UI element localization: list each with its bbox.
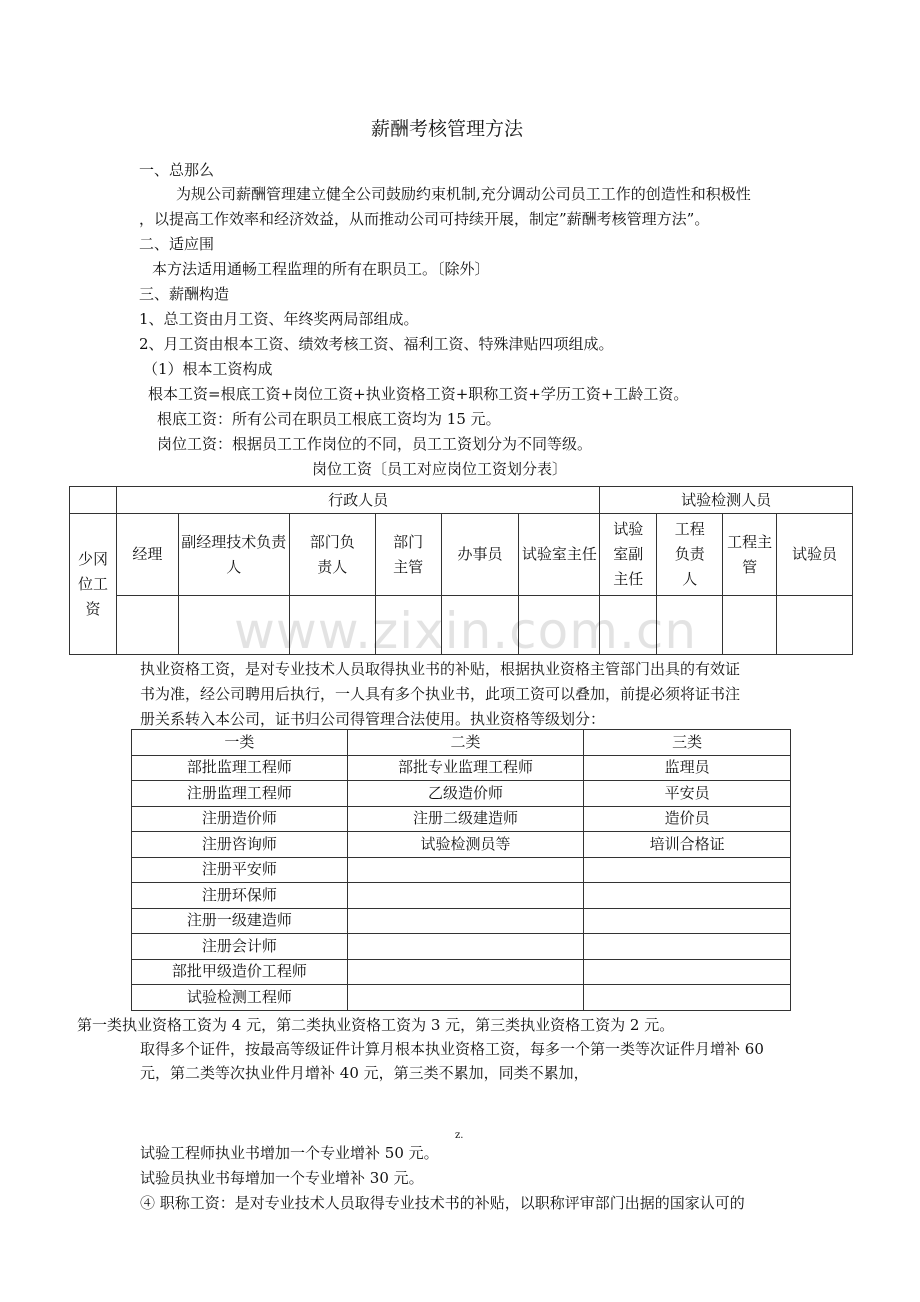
section-1-heading: 一、总那么	[139, 161, 215, 179]
qualification-paragraph-line-1: 执业资格工资，是对专业技术人员取得执业书的补贴，根据执业资格主管部门出具的有效证	[140, 660, 741, 678]
table-cell: 部批监理工程师	[132, 755, 348, 781]
col-dept-head-text: 部门负责人	[309, 532, 355, 576]
table-cell	[347, 985, 584, 1011]
col-lab-director	[519, 514, 600, 596]
table-row	[132, 806, 791, 832]
table-cell: 注册监理工程师	[132, 781, 348, 807]
table-row	[132, 985, 791, 1011]
col-deputy-manager	[178, 514, 289, 596]
header-class-1: 一类	[132, 730, 348, 756]
title-salary-text: ④ 职称工资：是对专业技术人员取得专业技术书的补贴，以职称评审部门出据的国家认可的	[140, 1194, 745, 1212]
table-row	[132, 934, 791, 960]
table-cell: 注册咨询师	[132, 832, 348, 858]
row-label-text: 少冈位工资	[77, 549, 108, 618]
table-cell: 注册会计师	[132, 934, 348, 960]
col-deputy-manager-text: 副经理技术负责人	[181, 532, 287, 576]
col-clerk: 办事员	[441, 514, 519, 596]
table-row	[132, 857, 791, 883]
table-1-cell	[116, 596, 178, 655]
col-eng-head	[657, 514, 723, 596]
table-cell: 试验检测工程师	[132, 985, 348, 1011]
table-cell: 培训合格证	[584, 832, 791, 858]
salary-formula: 根本工资=根底工资+岗位工资+执业资格工资+职称工资+学历工资+工龄工资。	[148, 385, 689, 403]
table-1-cell	[777, 596, 853, 655]
table-cell: 部批专业监理工程师	[347, 755, 584, 781]
qualification-level-table	[131, 729, 791, 1011]
row-label-post-salary	[70, 514, 117, 655]
group-test-header: 试验检测人员	[600, 487, 853, 514]
col-manager: 经理	[116, 514, 178, 596]
post-salary-text: 岗位工资：根据员工工作岗位的不同，员工工资划分为不同等级。	[157, 435, 593, 453]
table-cell	[347, 934, 584, 960]
table-1-corner-cell	[70, 487, 117, 514]
tester-bonus: 试验员执业书每增加一个专业增补 30 元。	[140, 1169, 424, 1187]
table-cell: 平安员	[584, 781, 791, 807]
col-lab-deputy-text: 试验室副主任	[613, 520, 644, 588]
table-cell	[347, 857, 584, 883]
table-row	[132, 781, 791, 807]
table-cell: 部批甲级造价工程师	[132, 959, 348, 985]
qualification-paragraph-line-3: 册关系转入本公司，证书归公司得管理合法使用。执业资格等级划分：	[140, 710, 606, 728]
table-cell	[347, 959, 584, 985]
section-3-item-2: 2、月工资由根本工资、绩效考核工资、福利工资、特殊津贴四项组成。	[139, 335, 614, 353]
table-cell: 注册造价师	[132, 806, 348, 832]
table-row	[132, 883, 791, 909]
table-cell: 注册一级建造师	[132, 908, 348, 934]
qualification-rates: 第一类执业资格工资为 4 元，第二类执业资格工资为 3 元，第三类执业资格工资为 2 元。	[77, 1016, 675, 1034]
col-eng-supervisor	[723, 514, 777, 596]
section-1-paragraph-line-1: 为规公司薪酬管理建立健全公司鼓励约束机制,充分调动公司员工工作的创造性和积极性	[176, 185, 751, 203]
col-lab-director-text: 试验室主任	[521, 545, 597, 563]
table-1-cell	[723, 596, 777, 655]
group-admin-header: 行政人员	[116, 487, 599, 514]
table-row	[132, 832, 791, 858]
table-row	[132, 959, 791, 985]
subsection-1-heading: （1）根本工资构成	[143, 360, 273, 378]
table-cell	[584, 959, 791, 985]
table-row	[132, 908, 791, 934]
col-eng-head-text: 工程负责人	[674, 520, 705, 588]
section-3-item-1: 1、总工资由月工资、年终奖两局部组成。	[139, 310, 419, 328]
table-cell: 注册二级建造师	[347, 806, 584, 832]
table-cell: 造价员	[584, 806, 791, 832]
section-2-heading: 二、适应围	[139, 235, 215, 253]
table-cell	[347, 908, 584, 934]
table-cell	[584, 857, 791, 883]
table-cell	[584, 883, 791, 909]
table-cell: 监理员	[584, 755, 791, 781]
header-class-2: 二类	[347, 730, 584, 756]
section-3-heading: 三、薪酬构造	[139, 285, 230, 303]
test-engineer-bonus: 试验工程师执业书增加一个专业增补 50 元。	[140, 1144, 439, 1162]
table-cell	[347, 883, 584, 909]
table-cell: 乙级造价师	[347, 781, 584, 807]
table-cell: 注册环保师	[132, 883, 348, 909]
table-cell: 注册平安师	[132, 857, 348, 883]
table-cell	[584, 908, 791, 934]
multiple-cert-line-1: 取得多个证件，按最高等级证件计算月根本执业资格工资，每多一个第一类等次证件月增补 60	[140, 1040, 764, 1058]
section-2-paragraph: 本方法适用通畅工程监理的所有在职员工。〔除外〕	[152, 260, 490, 278]
doc-title: 薪酬考核管理方法	[371, 118, 524, 140]
col-lab-deputy	[600, 514, 657, 596]
base-salary-text: 根底工资：所有公司在职员工根底工资均为 15 元。	[157, 410, 501, 428]
col-tester: 试验员	[777, 514, 853, 596]
col-dept-head	[289, 514, 375, 596]
table-1-caption: 岗位工资〔员工对应岗位工资划分表〕	[312, 460, 568, 478]
table-cell: 试验检测员等	[347, 832, 584, 858]
col-eng-supervisor-text: 工程主管	[727, 532, 773, 576]
table-cell	[584, 985, 791, 1011]
watermark: www.zixin.com.cn	[234, 602, 698, 660]
table-cell	[584, 934, 791, 960]
section-1-paragraph-line-2: ，以提高工作效率和经济效益，从而推动公司可持续开展，制定”薪酬考核管理方法”。	[139, 210, 710, 228]
col-dept-supervisor-text: 部门主管	[393, 532, 424, 576]
page-mark: z.	[455, 1130, 464, 1141]
table-row	[132, 755, 791, 781]
qualification-paragraph-line-2: 书为准，经公司聘用后执行，一人具有多个执业书，此项工资可以叠加，前提必须将证书注	[140, 685, 741, 703]
col-dept-supervisor	[375, 514, 441, 596]
header-class-3: 三类	[584, 730, 791, 756]
multiple-cert-line-2: 元，第二类等次执业件月增补 40 元，第三类不累加，同类不累加，	[140, 1064, 589, 1082]
